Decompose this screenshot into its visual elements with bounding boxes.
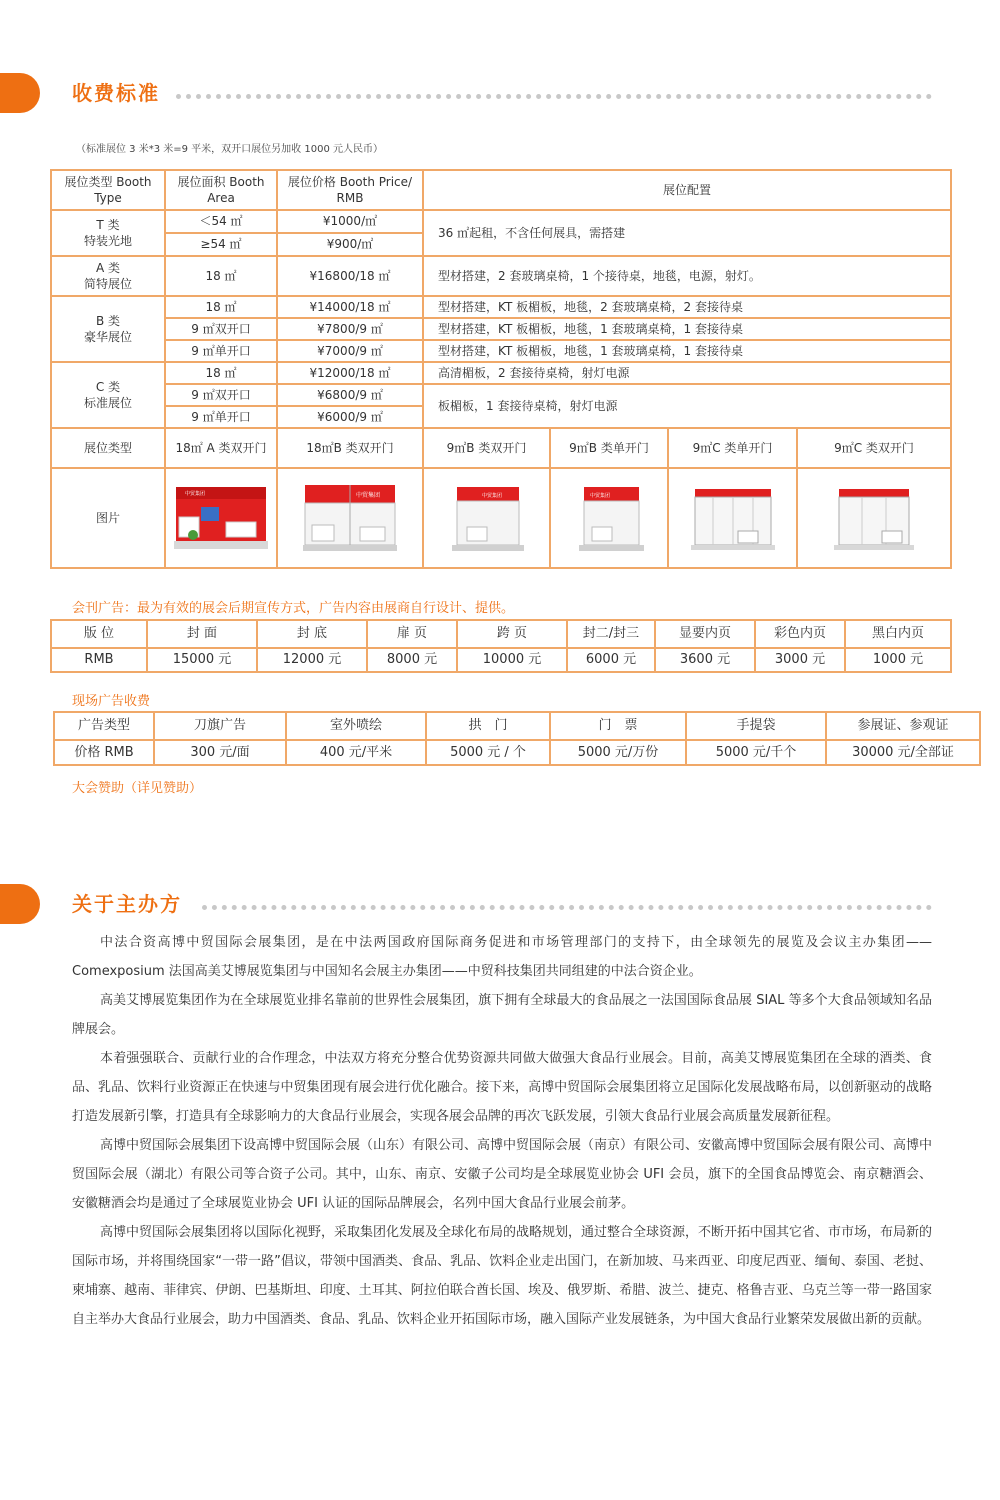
section-tab-marker (0, 884, 40, 924)
dotted-divider (202, 905, 932, 910)
header-booth-type: 展位类型 Booth Type (51, 170, 165, 210)
type-c (51, 362, 165, 428)
onsite-value-0: 价格 RMB (54, 740, 154, 765)
type-b (51, 296, 165, 362)
type-row-item-4: 9㎡B 类单开门 (550, 428, 668, 468)
booth-b9s-illustration (564, 477, 654, 559)
type-b-name: 豪华展位 (83, 330, 132, 344)
onsite-value-5: 5000 元/千个 (686, 740, 826, 765)
catalog-ads-heading: 会刊广告：最为有效的展会后期宣传方式，广告内容由展商自行设计、提供。 (72, 601, 515, 616)
about-paragraph-5: 高博中贸国际会展集团将以国际化视野，采取集团化发展及全球化布局的战略规划，通过整合全球资源，不断开拓中国其它省、市市场，布局新的国际市场，并将围绕国家“一带一路”倡议，带领中国酒类、食品、乳品、饮料企业走出国门，在新加坡、马来西亚、印度尼西亚、缅甸、泰国、老挝、柬埔寨、越南、菲律宾、伊朗、巴基斯坦、印度、土耳其、阿拉伯联合酋长国、埃及、俄罗斯、希腊、波兰、捷克、格鲁吉亚、乌克兰等一带一路国家自主举办大食品行业展会，助力中国酒类、食品、乳品、饮料企业开拓国际市场，融入国际产业发展链条，为中国大食品行业繁荣发展做出新的贡献。 (72, 1225, 933, 1327)
type-t (51, 210, 165, 256)
t-area-1: ＜54 ㎡ (165, 210, 277, 233)
onsite-header-0: 广告类型 (54, 712, 154, 740)
dotted-divider (176, 94, 932, 99)
onsite-header-2: 室外喷绘 (286, 712, 426, 740)
a-price: ¥16800/18 ㎡ (277, 256, 423, 296)
onsite-ads-heading: 现场广告收费 (72, 694, 151, 709)
booth-a-sign: 中贸集团 (185, 491, 206, 497)
type-t-name: 特装光地 (83, 234, 132, 248)
section-title-fees: 收费标准 (72, 81, 160, 105)
about-paragraph-1: 中法合资高博中贸国际会展集团，是在中法两国政府国际商务促进和市场管理部门的支持下，由全球领先的展览及会议主办集团——Comexposium 法国高美艾博展览集团与中国知名会展主办集团——中贸科技集团共同组建的中法合资企业。 (72, 935, 932, 979)
type-c-name: 标准展位 (83, 396, 132, 410)
ads-value-7: 3000 元 (755, 648, 845, 672)
booth-c9s-illustration (683, 477, 783, 559)
b-config-1: 型材搭建，KT 板楣板，地毯，2 套玻璃桌椅，2 套接待桌 (423, 296, 951, 318)
c-area-1: 18 ㎡ (165, 362, 277, 384)
type-t-code: T 类 (96, 217, 120, 232)
ads-header-0: 版 位 (51, 620, 147, 648)
c-config-2: 板楣板，1 套接待桌椅，射灯电源 (423, 384, 951, 428)
booth-b18-illustration (300, 477, 400, 559)
ads-header-5: 封二/封三 (567, 620, 655, 648)
onsite-value-1: 300 元/面 (154, 740, 286, 765)
b-price-2: ¥7800/9 ㎡ (277, 318, 423, 340)
about-paragraph-3: 本着强强联合、贡献行业的合作理念，中法双方将充分整合优势资源共同做大做强大食品行业展会。目前，高美艾博展览集团在全球的酒类、食品、乳品、饮料行业资源正在快速与中贸集团现有展会进行优化融合。接下来，高博中贸国际会展集团将立足国际化发展战略布局，以创新驱动的战略打造发展新引擎，打造具有全球影响力的大食品行业展会，实现各展会品牌的再次飞跃发展，引领大食品行业展会高质量发展新征程。 (72, 1051, 932, 1124)
section-header-fees (0, 73, 1000, 113)
section-tab-marker (0, 73, 40, 113)
onsite-header-5: 手提袋 (686, 712, 826, 740)
section-title-organizer: 关于主办方 (72, 892, 182, 916)
t-price-2: ¥900/㎡ (277, 233, 423, 256)
booth-note: （标准展位 3 米*3 米=9 平米，双开口展位另加收 1000 元人民币） (76, 144, 383, 155)
ads-header-6: 显要内页 (655, 620, 755, 648)
type-row-item-2: 18㎡B 类双开门 (277, 428, 423, 468)
header-booth-area: 展位面积 Booth Area (165, 170, 277, 210)
onsite-value-2: 400 元/平米 (286, 740, 426, 765)
b-config-3: 型材搭建，KT 板楣板，地毯，1 套玻璃桌椅，1 套接待桌 (423, 340, 951, 362)
booth-b9d-illustration (442, 477, 532, 559)
b-area-1: 18 ㎡ (165, 296, 277, 318)
b-price-3: ¥7000/9 ㎡ (277, 340, 423, 362)
onsite-header-1: 刀旗广告 (154, 712, 286, 740)
type-row-item-5: 9㎡C 类单开门 (668, 428, 797, 468)
booth-image-a (165, 468, 277, 568)
booth-a-illustration (171, 477, 271, 559)
booth-image-c9-single (668, 468, 797, 568)
ads-header-4: 跨 页 (457, 620, 567, 648)
onsite-value-3: 5000 元 / 个 (426, 740, 550, 765)
booth-price-table (50, 169, 952, 569)
sponsor-note: 大会赞助（详见赞助） (72, 781, 203, 796)
ads-header-2: 封 底 (257, 620, 367, 648)
c-config-1: 高清楣板，2 套接待桌椅，射灯电源 (423, 362, 951, 384)
booth-image-c9-double (797, 468, 951, 568)
type-a-code: A 类 (95, 260, 121, 275)
onsite-value-4: 5000 元/万份 (550, 740, 686, 765)
c-price-1: ¥12000/18 ㎡ (277, 362, 423, 384)
ads-value-5: 6000 元 (567, 648, 655, 672)
onsite-header-6: 参展证、参观证 (826, 712, 980, 740)
about-organizer-text (72, 928, 932, 1334)
ads-header-8: 黑白内页 (845, 620, 951, 648)
about-paragraph-4: 高博中贸国际会展集团下设高博中贸国际会展（山东）有限公司、高博中贸国际会展（南京）有限公司、安徽高博中贸国际会展有限公司、高博中贸国际会展（湖北）有限公司等合资子公司。其中，山东、南京、安徽子公司均是全球展览业协会 UFI 会员，旗下的全国食品博览会、南京糖酒会、安徽糖酒会均是通过了全球展览业协会 UFI 认证的国际品牌展会，名列中国大食品行业展会前茅。 (72, 1138, 933, 1211)
c-area-2: 9 ㎡双开口 (165, 384, 277, 406)
type-row-item-3: 9㎡B 类双开门 (423, 428, 550, 468)
t-area-2: ≥54 ㎡ (165, 233, 277, 256)
header-booth-config: 展位配置 (423, 170, 951, 210)
b-config-2: 型材搭建，KT 板楣板，地毯，1 套玻璃桌椅，1 套接待桌 (423, 318, 951, 340)
ads-header-7: 彩色内页 (755, 620, 845, 648)
about-paragraph-2: 高美艾博展览集团作为在全球展览业排名靠前的世界性会展集团，旗下拥有全球最大的食品展之一法国国际食品展 SIAL 等多个大食品领域知名品牌展会。 (72, 993, 932, 1037)
type-row-label: 展位类型 (51, 428, 165, 468)
c-price-3: ¥6000/9 ㎡ (277, 406, 423, 428)
t-price-1: ¥1000/㎡ (277, 210, 423, 233)
c-price-2: ¥6800/9 ㎡ (277, 384, 423, 406)
b-area-3: 9 ㎡单开口 (165, 340, 277, 362)
b-price-1: ¥14000/18 ㎡ (277, 296, 423, 318)
type-c-code: C 类 (95, 379, 121, 394)
pic-row-label: 图片 (51, 468, 165, 568)
catalog-ads-table (50, 619, 952, 673)
type-row-item-6: 9㎡C 类双开门 (797, 428, 951, 468)
ads-header-1: 封 面 (147, 620, 257, 648)
onsite-value-6: 30000 元/全部证 (826, 740, 980, 765)
booth-b18-sign: 中贸集团 (356, 492, 381, 499)
ads-value-6: 3600 元 (655, 648, 755, 672)
type-b-code: B 类 (95, 313, 121, 328)
booth-b9s-sign: 中贸集团 (590, 493, 611, 499)
a-area: 18 ㎡ (165, 256, 277, 296)
header-booth-price: 展位价格 Booth Price/ RMB (277, 170, 423, 210)
booth-image-b9-single (550, 468, 668, 568)
onsite-header-3: 拱 门 (426, 712, 550, 740)
booth-image-b9-double (423, 468, 550, 568)
type-row-item-1: 18㎡ A 类双开门 (165, 428, 277, 468)
ads-value-3: 8000 元 (367, 648, 457, 672)
ads-value-0: RMB (51, 648, 147, 672)
booth-image-b18 (277, 468, 423, 568)
booth-c9d-illustration (824, 477, 924, 559)
ads-value-2: 12000 元 (257, 648, 367, 672)
c-area-3: 9 ㎡单开口 (165, 406, 277, 428)
onsite-ads-table (53, 711, 981, 766)
onsite-header-4: 门 票 (550, 712, 686, 740)
ads-value-4: 10000 元 (457, 648, 567, 672)
t-config: 36 ㎡起租，不含任何展具，需搭建 (423, 210, 951, 256)
ads-value-8: 1000 元 (845, 648, 951, 672)
ads-value-1: 15000 元 (147, 648, 257, 672)
type-a-name: 简特展位 (83, 277, 132, 291)
type-a (51, 256, 165, 296)
booth-b9d-sign: 中贸集团 (481, 493, 502, 499)
a-config: 型材搭建，2 套玻璃桌椅，1 个接待桌，地毯，电源，射灯。 (423, 256, 951, 296)
section-header-organizer (0, 884, 1000, 924)
b-area-2: 9 ㎡双开口 (165, 318, 277, 340)
ads-header-3: 扉 页 (367, 620, 457, 648)
